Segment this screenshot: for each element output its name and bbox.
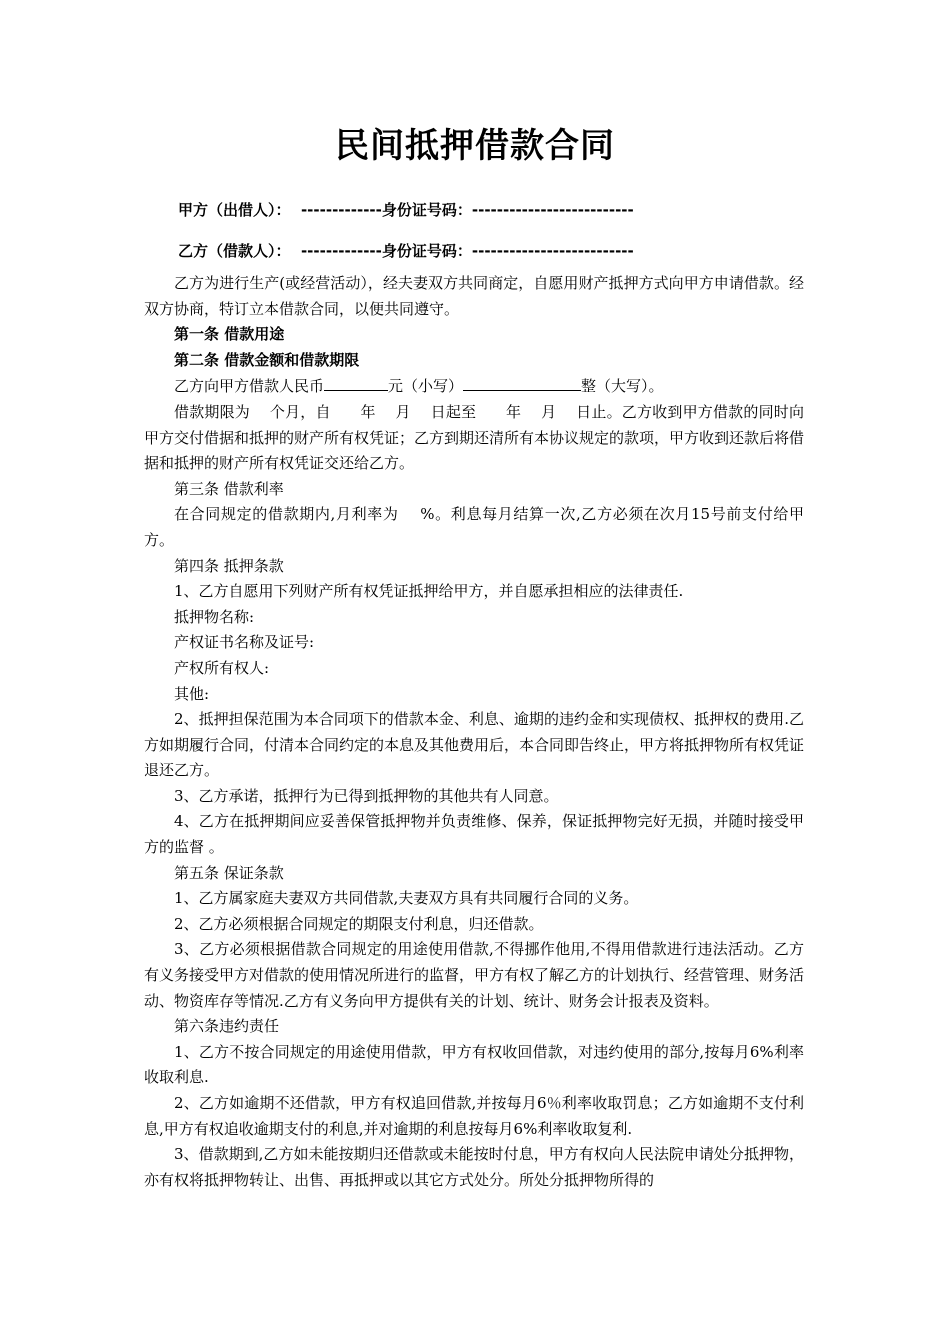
contract-body [144,271,804,1193]
intro-paragraph: 乙方为进行生产(或经营活动），经夫妻双方共同商定，自愿用财产抵押方式向甲方申请借款。经双方协商，特订立本借款合同，以便共同遵守。 [144,274,804,318]
interest-rate-paragraph: 在合同规定的借款期内,月利率为 %。利息每月结算一次,乙方必须在次月15号前支付给甲方。 [144,505,804,549]
amount-lowercase-blank [324,373,388,391]
article-5-item-2: 2、乙方必须根据合同规定的期限支付利息，归还借款。 [174,914,544,933]
article-3-heading: 第三条 借款利率 [174,479,284,498]
amount-suffix: 整（大写）。 [581,377,664,396]
article-5-item-3: 3、乙方必须根据借款合同规定的用途使用借款,不得挪作他用,不得用借款进行违法活动。乙方有义务接受甲方对借款的使用情况所进行的监督，甲方有权了解乙方的计划执行、经营管理、财务活动、物资库存等情况.乙方有义务向甲方提供有关的计划、统计、财务会计报表及资料。 [144,940,805,1010]
article-1-heading: 第一条 借款用途 [174,325,285,344]
article-2-heading: 第二条 借款金额和借款期限 [174,350,360,369]
article-6-item-3: 3、借款期到,乙方如未能按期归还借款或未能按时付息，甲方有权向人民法院申请处分抵押物，亦有权将抵押物转让、出售、再抵押或以其它方式处分。所处分抵押物所得的 [144,1145,804,1189]
article-6-item-1: 1、乙方不按合同规定的用途使用借款，甲方有权收回借款，对违约使用的部分,按每月6%利率收取利息. [144,1042,804,1087]
article-6-item-2: 2、乙方如逾期不还借款，甲方有权追回借款,并按每月6％利率收取罚息；乙方如逾期不支付利息,甲方有权追收逾期支付的利息,并对逾期的利息按每月6%利率收取复利. [144,1094,804,1138]
amount-middle: 元（小写） [388,377,464,396]
article-5-heading: 第五条 保证条款 [174,863,284,882]
article-6-heading: 第六条违约责任 [174,1017,280,1036]
article-4-item-1: 1、乙方自愿用下列财产所有权凭证抵押给甲方，并自愿承担相应的法律责任. [174,582,684,601]
article-4-item-4: 4、乙方在抵押期间应妥善保管抵押物并负责维修、保养，保证抵押物完好无损，并随时接受甲方的监督 。 [144,812,804,857]
loan-term-paragraph: 借款期限为 个月，自 年 月 日起至 年 月 日止。乙方收到甲方借款的同时向甲方交付借据和抵押的财产所有权凭证；乙方到期还清所有本协议规定的款项，甲方收到还款后将借据和抵押的财产所有权凭证交还给乙方。 [144,402,805,473]
property-owner-label: 产权所有权人: [174,658,270,677]
article-5-item-1: 1、乙方属家庭夫妻双方共同借款,夫妻双方具有共同履行合同的义务。 [174,889,639,908]
article-4-heading: 第四条 抵押条款 [174,556,284,575]
article-4-item-3: 3、乙方承诺，抵押行为已得到抵押物的其他共有人同意。 [174,786,559,805]
other-label: 其他: [174,684,210,703]
document-title: 民间抵押借款合同 [335,126,615,166]
party-b-line: 乙方（借款人）： -------------身份证号码：-------------------------- [178,242,634,260]
property-certificate-label: 产权证书名称及证号: [174,633,315,652]
party-a-line: 甲方（出借人）： -------------身份证号码：-------------------------- [178,201,634,219]
collateral-name-label: 抵押物名称: [174,607,255,626]
amount-prefix: 乙方向甲方借款人民币 [174,377,325,396]
article-4-item-2: 2、抵押担保范围为本合同项下的借款本金、利息、逾期的违约金和实现债权、抵押权的费用.乙方如期履行合同，付清本合同约定的本息及其他费用后，本合同即告终止，甲方将抵押物所有权凭证退还乙方。 [144,710,805,780]
amount-line [144,373,804,400]
amount-uppercase-blank [463,373,581,391]
